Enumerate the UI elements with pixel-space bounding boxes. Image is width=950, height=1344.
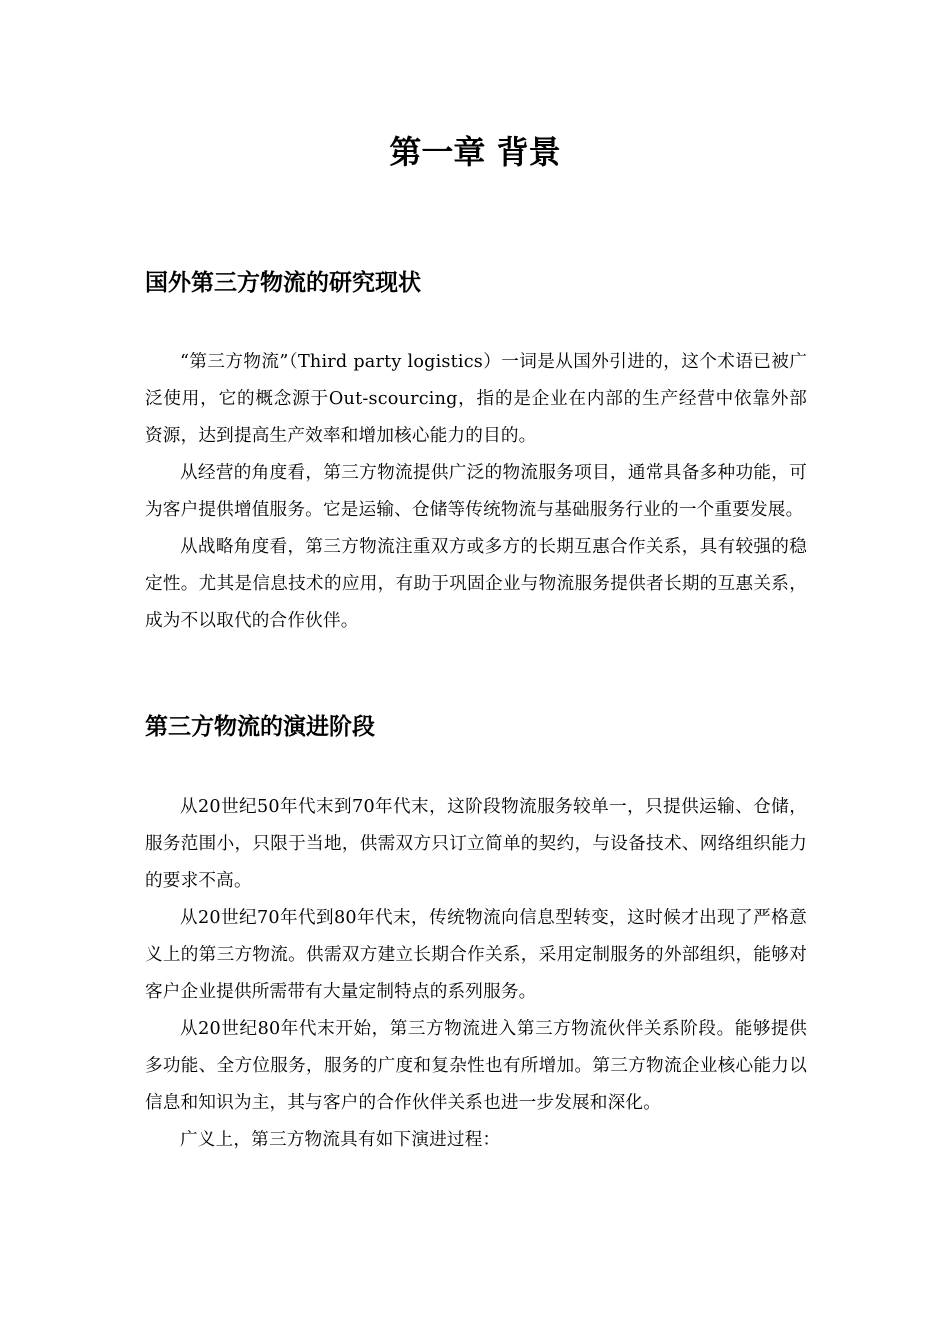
section-heading-research-status: 国外第三方物流的研究现状 [145,269,421,296]
section-heading-evolution-stages: 第三方物流的演进阶段 [145,713,375,740]
paragraph: 从经营的角度看，第三方物流提供广泛的物流服务项目，通常具备多种功能，可为客户提供增值服务。它是运输、仓储等传统物流与基础服务行业的一个重要发展。 [145,463,807,520]
paragraph: 从20世纪50年代末到70年代末，这阶段物流服务较单一，只提供运输、仓储，服务范围小，只限于当地，供需双方只订立简单的契约，与设备技术、网络组织能力的要求不高。 [145,797,807,891]
paragraph: 从战略角度看，第三方物流注重双方或多方的长期互惠合作关系，具有较强的稳定性。尤其是信息技术的应用，有助于巩固企业与物流服务提供者长期的互惠关系，成为不以取代的合作伙伴。 [145,537,807,631]
paragraph: 从20世纪70年代到80年代末，传统物流向信息型转变，这时候才出现了严格意义上的第三方物流。供需双方建立长期合作关系，采用定制服务的外部组织，能够对客户企业提供所需带有大量定制特点的系列服务。 [145,908,807,1002]
paragraph: “第三方物流”（Third party logistics）一词是从国外引进的，这个术语已被广泛使用，它的概念源于Out-scourcing，指的是企业在内部的生产经营中依靠外部资源，达到提高生产效率和增加核心能力的目的。 [145,352,807,446]
section-body-research-status [145,344,807,640]
section-body-evolution-stages [145,789,807,1159]
paragraph: 从20世纪80年代末开始，第三方物流进入第三方物流伙伴关系阶段。能够提供多功能、全方位服务，服务的广度和复杂性也有所增加。第三方物流企业核心能力以信息和知识为主，其与客户的合作伙伴关系也进一步发展和深化。 [145,1019,807,1113]
paragraph: 广义上，第三方物流具有如下演进过程： [180,1130,501,1150]
chapter-title: 第一章 背景 [389,133,561,171]
